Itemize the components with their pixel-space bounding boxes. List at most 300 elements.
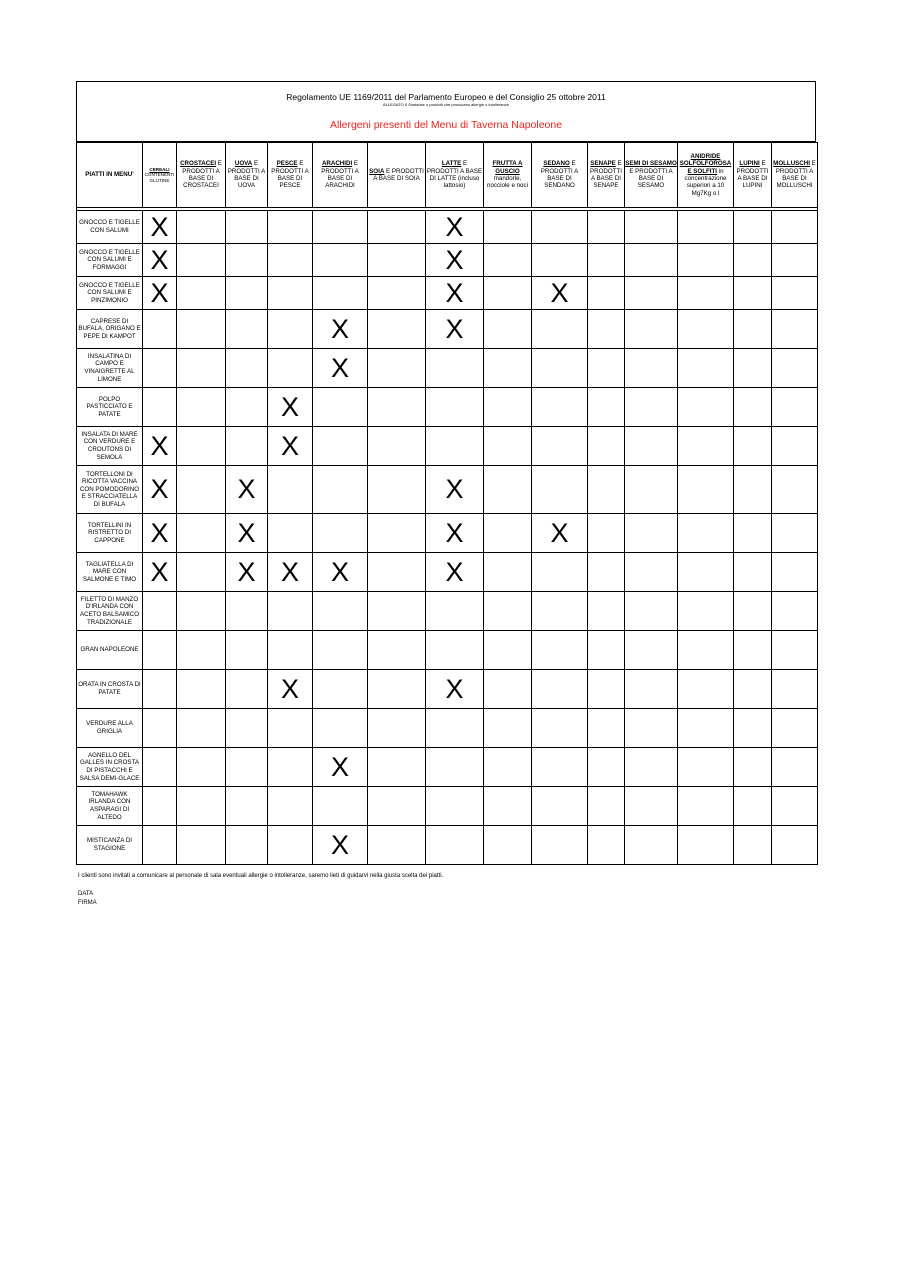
- allergen-cell: [426, 388, 484, 427]
- dish-name: GRAN NAPOLEONE: [77, 631, 143, 670]
- allergen-cell: [313, 670, 368, 709]
- allergen-cell: [268, 709, 313, 748]
- allergen-cell: [625, 709, 678, 748]
- allergen-cell: [177, 709, 226, 748]
- allergen-cell: [678, 211, 734, 244]
- dish-name: CAPRESE DI BUFALA, ORIGANO E PEPE DI KAMPOT: [77, 310, 143, 349]
- allergen-cell: [588, 349, 625, 388]
- allergen-cell: [177, 211, 226, 244]
- allergen-cell: [532, 709, 588, 748]
- allergen-description: E PRODOTTI A BASE DI UOVA: [227, 160, 266, 190]
- allergen-cell: [226, 466, 268, 514]
- allergen-cell: [368, 670, 426, 709]
- allergen-description: E PRODOTTI A BASE DI PESCE: [271, 160, 309, 190]
- allergen-cell: [772, 244, 818, 277]
- allergen-sheet: [76, 81, 816, 865]
- allergen-mark: X: [550, 277, 569, 308]
- allergen-column-header: [625, 143, 678, 208]
- allergen-cell: [268, 670, 313, 709]
- allergen-cell: [678, 310, 734, 349]
- allergen-cell: [226, 787, 268, 826]
- allergen-cell: [772, 310, 818, 349]
- allergen-cell: [177, 427, 226, 466]
- allergen-cell: [426, 670, 484, 709]
- allergen-cell: [226, 514, 268, 553]
- allergen-mark: X: [150, 517, 169, 548]
- allergen-cell: [588, 631, 625, 670]
- allergen-cell: [368, 277, 426, 310]
- allergen-cell: [426, 211, 484, 244]
- allergen-cell: [226, 310, 268, 349]
- allergen-cell: [426, 310, 484, 349]
- allergen-description: E PRODOTTI A BASE DI MOLLUSCHI: [775, 160, 816, 190]
- allergen-mark: X: [330, 829, 349, 860]
- allergen-mark: X: [330, 352, 349, 383]
- allergen-description: E PRODOTTI A BASE DI LATTE (incluso lattosio): [426, 160, 483, 190]
- allergen-cell: [426, 709, 484, 748]
- allergen-cell: [143, 787, 177, 826]
- menu-title: Allergeni presenti del Menu di Taverna Napoleone: [329, 119, 563, 131]
- allergen-description: E PRODOTTI A BASE DI LUPINI: [736, 160, 769, 190]
- allergen-mark: X: [445, 277, 464, 308]
- table-row: [77, 244, 818, 277]
- allergen-mark: X: [445, 556, 464, 587]
- table-row: [77, 388, 818, 427]
- allergen-cell: [772, 388, 818, 427]
- allergen-cell: [143, 466, 177, 514]
- allergen-description: in concentrazione superiori a 10 Mg7Kg o l: [684, 167, 727, 197]
- allergen-cell: [268, 310, 313, 349]
- allergen-cell: [532, 670, 588, 709]
- allergen-cell: [268, 277, 313, 310]
- allergen-cell: [177, 349, 226, 388]
- allergen-cell: [268, 787, 313, 826]
- allergen-cell: [484, 466, 532, 514]
- regulation-subtitle: ALLEGATO II Sostanze o prodotti che provocano allergie o intolleranze: [383, 102, 509, 107]
- allergen-cell: [588, 211, 625, 244]
- allergen-cell: [177, 244, 226, 277]
- allergen-cell: [734, 514, 772, 553]
- allergen-mark: X: [150, 277, 169, 308]
- allergen-cell: [368, 631, 426, 670]
- allergen-column-header: [368, 143, 426, 208]
- allergen-mark: X: [445, 211, 464, 242]
- allergen-keyword: CEREALI: [149, 166, 170, 172]
- allergen-cell: [143, 349, 177, 388]
- allergen-cell: [226, 748, 268, 787]
- allergen-cell: [177, 388, 226, 427]
- allergen-cell: [588, 466, 625, 514]
- allergen-cell: [426, 553, 484, 592]
- allergen-cell: [268, 748, 313, 787]
- dish-name: GNOCCO E TIGELLE CON SALUMI E PINZIMONIO: [77, 277, 143, 310]
- allergen-cell: [678, 514, 734, 553]
- allergen-cell: [484, 553, 532, 592]
- allergen-cell: [625, 466, 678, 514]
- allergen-mark: X: [280, 673, 299, 704]
- allergen-cell: [268, 244, 313, 277]
- allergen-description: E PRODOTTI A BASE DI SENAPE: [590, 160, 622, 190]
- allergen-cell: [268, 826, 313, 865]
- allergen-cell: [678, 553, 734, 592]
- allergen-cell: [426, 631, 484, 670]
- allergen-cell: [734, 592, 772, 631]
- allergen-keyword: SEMI DI SESAMO: [625, 160, 677, 168]
- allergen-cell: [313, 310, 368, 349]
- signature-block: [78, 890, 97, 907]
- allergen-cell: [772, 826, 818, 865]
- allergen-cell: [368, 709, 426, 748]
- allergen-mark: X: [150, 556, 169, 587]
- allergen-mark: X: [445, 673, 464, 704]
- allergen-cell: [426, 592, 484, 631]
- allergen-cell: [532, 427, 588, 466]
- allergen-cell: [678, 709, 734, 748]
- allergen-cell: [226, 709, 268, 748]
- allergen-cell: [368, 388, 426, 427]
- allergen-description: E PRODOTTI A BASE DI SESAMO: [629, 167, 673, 190]
- allergen-cell: [143, 427, 177, 466]
- allergen-cell: [734, 709, 772, 748]
- dish-name: TAGLIATELLA DI MARE CON SALMONE E TIMO: [77, 553, 143, 592]
- allergen-cell: [532, 244, 588, 277]
- allergen-description: E PRODOTTI A BASE DI CROSTACEI: [182, 160, 222, 190]
- allergen-cell: [143, 631, 177, 670]
- footer-note: I clienti sono invitati a comunicare al personale di sala eventuali allergie o intolleranze, saremo lieti di guidarvi nella giusta scelta dei piatti.: [78, 873, 444, 879]
- allergen-mark: X: [445, 474, 464, 504]
- allergen-cell: [268, 514, 313, 553]
- allergen-cell: [772, 787, 818, 826]
- allergen-table: [76, 142, 818, 865]
- allergen-cell: [678, 277, 734, 310]
- allergen-cell: [588, 709, 625, 748]
- allergen-cell: [484, 592, 532, 631]
- allergen-cell: [532, 748, 588, 787]
- allergen-cell: [625, 553, 678, 592]
- allergen-cell: [678, 592, 734, 631]
- allergen-cell: [484, 244, 532, 277]
- allergen-cell: [177, 787, 226, 826]
- allergen-cell: [625, 826, 678, 865]
- table-row: [77, 709, 818, 748]
- allergen-cell: [772, 670, 818, 709]
- allergen-cell: [484, 670, 532, 709]
- allergen-keyword: ANIDRIDE SOLFOLFOROSA E SOLFITI: [679, 152, 732, 175]
- allergen-cell: [268, 427, 313, 466]
- allergen-cell: [426, 244, 484, 277]
- allergen-cell: [177, 748, 226, 787]
- dish-name: TORTELLONI DI RICOTTA VACCINA CON POMODORINO E STRACCIATELLA DI BUFALA: [77, 466, 143, 514]
- allergen-column-header: [226, 143, 268, 208]
- table-row: [77, 553, 818, 592]
- allergen-cell: [484, 709, 532, 748]
- allergen-cell: [313, 277, 368, 310]
- allergen-cell: [532, 514, 588, 553]
- allergen-cell: [772, 631, 818, 670]
- allergen-keyword: LATTE: [441, 160, 462, 168]
- allergen-cell: [226, 349, 268, 388]
- allergen-cell: [143, 277, 177, 310]
- allergen-cell: [177, 466, 226, 514]
- allergen-cell: [772, 277, 818, 310]
- allergen-cell: [532, 553, 588, 592]
- allergen-column-header: [532, 143, 588, 208]
- allergen-cell: [177, 277, 226, 310]
- allergen-column-header: [143, 143, 177, 208]
- allergen-cell: [772, 514, 818, 553]
- dish-name: TORTELLINI IN RISTRETTO DI CAPPONE: [77, 514, 143, 553]
- allergen-column-header: [588, 143, 625, 208]
- allergen-cell: [588, 310, 625, 349]
- allergen-cell: [143, 592, 177, 631]
- allergen-cell: [588, 826, 625, 865]
- allergen-cell: [484, 631, 532, 670]
- allergen-mark: X: [150, 430, 169, 461]
- allergen-cell: [484, 787, 532, 826]
- allergen-keyword: SEDANO: [543, 160, 570, 168]
- allergen-cell: [368, 244, 426, 277]
- allergen-cell: [226, 244, 268, 277]
- allergen-cell: [313, 349, 368, 388]
- allergen-cell: [268, 466, 313, 514]
- allergen-cell: [734, 670, 772, 709]
- allergen-cell: [625, 592, 678, 631]
- allergen-mark: X: [330, 313, 349, 344]
- allergen-cell: [625, 748, 678, 787]
- allergen-cell: [177, 826, 226, 865]
- allergen-cell: [625, 514, 678, 553]
- allergen-cell: [588, 244, 625, 277]
- allergen-description: mandorle, nocciole e noci: [487, 175, 528, 190]
- allergen-cell: [268, 211, 313, 244]
- allergen-cell: [368, 787, 426, 826]
- allergen-mark: X: [550, 517, 569, 548]
- dish-name: AGNELLO DEL GALLES IN CROSTA DI PISTACCHI E SALSA DEMI-GLACE: [77, 748, 143, 787]
- allergen-column-header: [678, 143, 734, 208]
- allergen-cell: [532, 631, 588, 670]
- allergen-cell: [734, 826, 772, 865]
- title-box: [76, 81, 816, 142]
- allergen-cell: [532, 466, 588, 514]
- dish-name: VERDURE ALLA GRIGLIA: [77, 709, 143, 748]
- table-row: [77, 631, 818, 670]
- allergen-cell: [625, 388, 678, 427]
- allergen-description: E PRODOTTI A BASE DI SENDANO: [540, 160, 579, 190]
- allergen-cell: [368, 748, 426, 787]
- allergen-cell: [426, 349, 484, 388]
- allergen-cell: [532, 310, 588, 349]
- allergen-cell: [734, 748, 772, 787]
- allergen-mark: X: [330, 556, 349, 587]
- allergen-cell: [588, 277, 625, 310]
- allergen-keyword: FRUTTA A GUSCIO: [492, 160, 523, 175]
- table-row: [77, 748, 818, 787]
- allergen-keyword: CROSTACEI: [180, 160, 217, 168]
- allergen-cell: [772, 211, 818, 244]
- allergen-cell: [678, 427, 734, 466]
- allergen-cell: [226, 277, 268, 310]
- allergen-cell: [368, 553, 426, 592]
- allergen-cell: [484, 388, 532, 427]
- allergen-mark: X: [150, 244, 169, 275]
- allergen-cell: [177, 310, 226, 349]
- allergen-mark: X: [280, 430, 299, 461]
- dish-name: GNOCCO E TIGELLE CON SALUMI: [77, 211, 143, 244]
- allergen-cell: [143, 211, 177, 244]
- allergen-cell: [588, 427, 625, 466]
- allergen-cell: [588, 787, 625, 826]
- dish-name: INSALATINA DI CAMPO E VINAIGRETTE AL LIMONE: [77, 349, 143, 388]
- allergen-column-header: [426, 143, 484, 208]
- allergen-column-header: [177, 143, 226, 208]
- allergen-cell: [426, 514, 484, 553]
- allergen-cell: [313, 631, 368, 670]
- allergen-keyword: ARACHIDI: [321, 160, 353, 168]
- allergen-cell: [426, 277, 484, 310]
- table-row: [77, 787, 818, 826]
- allergen-cell: [532, 211, 588, 244]
- allergen-keyword: PESCE: [276, 160, 298, 168]
- allergen-cell: [143, 748, 177, 787]
- allergen-cell: [532, 592, 588, 631]
- allergen-cell: [678, 466, 734, 514]
- allergen-mark: X: [280, 556, 299, 587]
- allergen-description: E PRODOTTI A BASE DI ARACHIDI: [321, 160, 359, 190]
- allergen-cell: [484, 514, 532, 553]
- allergen-cell: [734, 277, 772, 310]
- allergen-cell: [734, 388, 772, 427]
- allergen-cell: [625, 787, 678, 826]
- allergen-cell: [368, 514, 426, 553]
- allergen-cell: [177, 631, 226, 670]
- allergen-cell: [532, 277, 588, 310]
- allergen-cell: [484, 310, 532, 349]
- allergen-description: CONTENENTI GLUTINE: [144, 172, 175, 183]
- allergen-mark: X: [445, 517, 464, 548]
- allergen-cell: [143, 670, 177, 709]
- allergen-cell: [177, 553, 226, 592]
- allergen-cell: [484, 427, 532, 466]
- allergen-cell: [268, 553, 313, 592]
- allergen-cell: [625, 277, 678, 310]
- dish-name: MISTICANZA DI STAGIONE: [77, 826, 143, 865]
- allergen-cell: [734, 427, 772, 466]
- allergen-cell: [143, 514, 177, 553]
- allergen-cell: [177, 514, 226, 553]
- allergen-cell: [226, 631, 268, 670]
- allergen-cell: [678, 388, 734, 427]
- header-row: [77, 143, 818, 208]
- allergen-cell: [532, 787, 588, 826]
- allergen-cell: [678, 826, 734, 865]
- allergen-cell: [484, 349, 532, 388]
- allergen-cell: [772, 466, 818, 514]
- allergen-cell: [772, 592, 818, 631]
- table-row: [77, 211, 818, 244]
- allergen-cell: [143, 826, 177, 865]
- allergen-cell: [368, 592, 426, 631]
- allergen-cell: [532, 826, 588, 865]
- allergen-cell: [313, 427, 368, 466]
- allergen-cell: [588, 592, 625, 631]
- signature-label: FIRMA: [78, 899, 97, 906]
- allergen-cell: [678, 748, 734, 787]
- table-row: [77, 826, 818, 865]
- allergen-cell: [484, 748, 532, 787]
- allergen-cell: [772, 553, 818, 592]
- allergen-cell: [368, 427, 426, 466]
- date-label: DATA: [78, 891, 94, 897]
- allergen-column-header: [268, 143, 313, 208]
- allergen-cell: [226, 427, 268, 466]
- allergen-cell: [177, 670, 226, 709]
- allergen-cell: [226, 670, 268, 709]
- allergen-cell: [588, 388, 625, 427]
- allergen-cell: [426, 748, 484, 787]
- allergen-cell: [426, 826, 484, 865]
- allergen-cell: [625, 211, 678, 244]
- allergen-cell: [625, 631, 678, 670]
- allergen-cell: [678, 631, 734, 670]
- allergen-cell: [484, 277, 532, 310]
- allergen-cell: [313, 709, 368, 748]
- allergen-cell: [588, 514, 625, 553]
- allergen-column-header: [772, 143, 818, 208]
- allergen-description: E PRODOTTI A BASE DI SOIA: [373, 167, 424, 182]
- allergen-cell: [313, 211, 368, 244]
- allergen-cell: [734, 553, 772, 592]
- allergen-cell: [484, 826, 532, 865]
- table-row: [77, 277, 818, 310]
- allergen-cell: [772, 709, 818, 748]
- allergen-mark: X: [280, 391, 299, 422]
- allergen-mark: X: [150, 474, 169, 504]
- allergen-cell: [588, 553, 625, 592]
- allergen-cell: [143, 388, 177, 427]
- allergen-cell: [313, 244, 368, 277]
- allergen-cell: [426, 787, 484, 826]
- allergen-cell: [368, 211, 426, 244]
- dish-name: FILETTO DI MANZO D'IRLANDA CON ACETO BALSAMICO TRADIZIONALE: [77, 592, 143, 631]
- dish-column-header: PIATTI IN MENU': [77, 143, 143, 208]
- allergen-cell: [177, 592, 226, 631]
- allergen-keyword: LUPINI: [739, 160, 760, 168]
- dish-name: POLPO PASTICCIATO E PATATE: [77, 388, 143, 427]
- allergen-cell: [313, 748, 368, 787]
- allergen-cell: [226, 826, 268, 865]
- allergen-cell: [734, 787, 772, 826]
- allergen-cell: [625, 349, 678, 388]
- allergen-cell: [625, 427, 678, 466]
- allergen-cell: [734, 211, 772, 244]
- allergen-cell: [625, 670, 678, 709]
- allergen-cell: [734, 349, 772, 388]
- table-row: [77, 427, 818, 466]
- allergen-cell: [226, 592, 268, 631]
- table-row: [77, 310, 818, 349]
- allergen-mark: X: [445, 244, 464, 275]
- allergen-mark: X: [330, 751, 349, 782]
- allergen-cell: [226, 211, 268, 244]
- allergen-cell: [426, 466, 484, 514]
- allergen-cell: [625, 244, 678, 277]
- allergen-keyword: UOVA: [234, 160, 253, 168]
- allergen-cell: [625, 310, 678, 349]
- allergen-cell: [734, 631, 772, 670]
- allergen-cell: [313, 826, 368, 865]
- allergen-cell: [532, 349, 588, 388]
- dish-name: INSALATA DI MARE CON VERDURE E CROUTONS DI SEMOLA: [77, 427, 143, 466]
